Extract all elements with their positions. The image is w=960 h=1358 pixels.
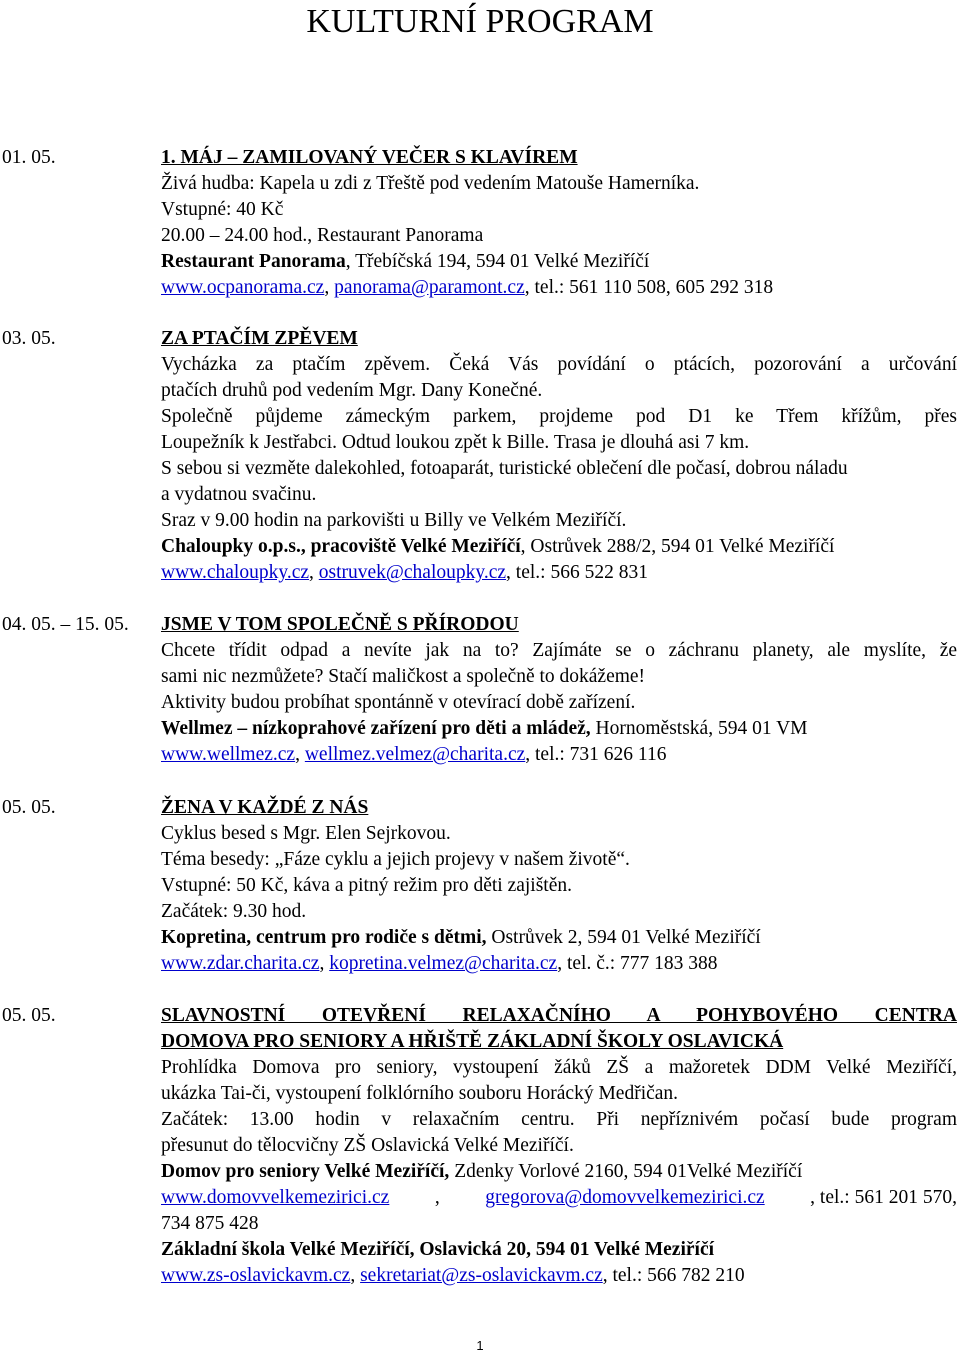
- event-description-line: Chcete třídit odpad a nevíte jak na to? Zajímáte se o záchranu planety, ale myslíte, že: [161, 640, 957, 661]
- event-date: 01. 05.: [2, 147, 56, 168]
- email-link[interactable]: panorama@paramont.cz: [334, 277, 525, 298]
- event-description-line: ukázka Tai-či, vystoupení folklórního souboru Horácký Medřičan.: [161, 1083, 679, 1104]
- organizer-address: Hornoměstská, 594 01 VM: [590, 718, 808, 739]
- organizer-line: [161, 534, 957, 560]
- event-content: [161, 795, 957, 977]
- event-description-line: S sebou si vezměte dalekohled, fotoaparát, turistické oblečení dle počasí, dobrou náladu: [161, 458, 848, 479]
- organizer-address: , Třebíčská 194, 594 01 Velké Meziříčí: [345, 251, 650, 272]
- event-description-line: Začátek: 13.00 hodin v relaxačním centru. Při nepříznivém počasí bude program: [161, 1109, 957, 1130]
- phone-text: , tel.: 561 110 508, 605 292 318: [524, 277, 774, 298]
- event-description-line: Společně půjdeme zámeckým parkem, projdeme pod D1 ke Třem křížům, přes: [161, 406, 957, 427]
- email-link[interactable]: gregorova@domovvelkemezirici.cz: [485, 1187, 765, 1208]
- event-description-line: Živá hudba: Kapela u zdi z Třeště pod vedením Matouše Hamerníka.: [161, 173, 700, 194]
- event-date: 05. 05.: [2, 797, 56, 818]
- organizer-name: Kopretina, centrum pro rodiče s dětmi,: [161, 927, 487, 948]
- event-content: [161, 145, 957, 301]
- event-title: 1. MÁJ – ZAMILOVANÝ VEČER S KLAVÍREM: [161, 147, 578, 168]
- phone-text: 734 875 428: [161, 1213, 259, 1234]
- event-date: 04. 05. – 15. 05.: [2, 614, 129, 635]
- event-date: 05. 05.: [2, 1005, 56, 1026]
- event-description-line: sami nic nezmůžete? Stačí maličkost a společně to dokážeme!: [161, 666, 646, 687]
- organizer-line: [161, 925, 957, 951]
- event-description-line: Začátek: 9.30 hod.: [161, 901, 307, 922]
- event-description-line: Vycházka za ptačím zpěvem. Čeká Vás povídání o ptácích, pozorování a určování: [161, 354, 957, 375]
- event-title: SLAVNOSTNÍ OTEVŘENÍ RELAXAČNÍHO A POHYBOVÉHO CENTRA: [161, 1005, 957, 1026]
- organizer-name: Restaurant Panorama: [161, 251, 346, 272]
- organizer-line: [161, 249, 957, 275]
- event-description-line: Prohlídka Domova pro seniory, vystoupení žáků ZŠ a mažoretek DDM Velké Meziříčí,: [161, 1057, 957, 1078]
- event-content: [161, 1003, 957, 1289]
- event-title: ZA PTAČÍM ZPĚVEM: [161, 328, 358, 349]
- phone-text: , tel.: 561 201 570,: [810, 1187, 957, 1208]
- email-link[interactable]: ostruvek@chaloupky.cz: [318, 562, 507, 583]
- event-description-line: 20.00 – 24.00 hod., Restaurant Panorama: [161, 225, 484, 246]
- contact-line: www.ocpanorama.cz, panorama@paramont.cz, tel.: 561 110 508, 605 292 318: [161, 277, 774, 298]
- event-description-line: Vstupné: 40 Kč: [161, 199, 284, 220]
- organizer-line: [161, 1159, 957, 1185]
- event-content: [161, 326, 957, 586]
- event-description-line: Sraz v 9.00 hodin na parkovišti u Billy ve Velkém Meziříčí.: [161, 510, 627, 531]
- event-description-line: ptačích druhů pod vedením Mgr. Dany Konečné.: [161, 380, 543, 401]
- contact-line: www.domovvelkemezirici.cz , gregorova@domovvelkemezirici.cz , tel.: 561 201 570,: [161, 1185, 957, 1211]
- email-link[interactable]: kopretina.velmez@charita.cz: [329, 953, 558, 974]
- event-title: ŽENA V KAŽDÉ Z NÁS: [161, 797, 369, 818]
- phone-text: , tel. č.: 777 183 388: [557, 953, 718, 974]
- contact-line: www.zs-oslavickavm.cz, sekretariat@zs-oslavickavm.cz, tel.: 566 782 210: [161, 1265, 745, 1286]
- phone-text: , tel.: 731 626 116: [525, 744, 667, 765]
- event-content: [161, 612, 957, 768]
- phone-text: , tel.: 566 782 210: [602, 1265, 745, 1286]
- event-title: JSME V TOM SPOLEČNĚ S PŘÍRODOU: [161, 614, 519, 635]
- event-description-line: Loupežník k Jestřabci. Odtud loukou zpět k Bille. Trasa je dlouhá asi 7 km.: [161, 432, 750, 453]
- event-description-line: Aktivity budou probíhat spontánně v otevírací době zařízení.: [161, 692, 636, 713]
- event-description-line: Téma besedy: „Fáze cyklu a jejich projevy v našem životě“.: [161, 849, 630, 870]
- event-description-line: přesunut do tělocvičny ZŠ Oslavická Velké Meziříčí.: [161, 1135, 574, 1156]
- organizer-name: Domov pro seniory Velké Meziříčí,: [161, 1161, 450, 1182]
- email-link[interactable]: wellmez.velmez@charita.cz: [304, 744, 526, 765]
- page-number: 1: [476, 1338, 484, 1353]
- website-link[interactable]: www.zdar.charita.cz: [161, 953, 320, 974]
- organizer-address: Zdenky Vorlové 2160, 594 01Velké Meziříčí: [449, 1161, 803, 1182]
- website-link[interactable]: www.zs-oslavickavm.cz: [161, 1265, 351, 1286]
- event-description-line: Vstupné: 50 Kč, káva a pitný režim pro děti zajištěn.: [161, 875, 573, 896]
- contact-line: www.chaloupky.cz, ostruvek@chaloupky.cz, tel.: 566 522 831: [161, 562, 648, 583]
- website-link[interactable]: www.chaloupky.cz: [161, 562, 310, 583]
- organizer-name: Chaloupky o.p.s., pracoviště Velké Meziříčí: [161, 536, 521, 557]
- event-description-line: a vydatnou svačinu.: [161, 484, 317, 505]
- event-title: DOMOVA PRO SENIORY A HŘIŠTĚ ZÁKLADNÍ ŠKOLY OSLAVICKÁ: [161, 1031, 784, 1052]
- website-link[interactable]: www.domovvelkemezirici.cz: [161, 1187, 390, 1208]
- organizer-line: [161, 716, 957, 742]
- page-title: KULTURNÍ PROGRAM: [306, 3, 654, 40]
- contact-line: www.zdar.charita.cz, kopretina.velmez@charita.cz, tel. č.: 777 183 388: [161, 953, 718, 974]
- event-description-line: Cyklus besed s Mgr. Elen Sejrkovou.: [161, 823, 451, 844]
- organizer-address: Ostrůvek 2, 594 01 Velké Meziříčí: [486, 927, 761, 948]
- organizer-name: Základní škola Velké Meziříčí, Oslavická 20, 594 01 Velké Meziříčí: [161, 1239, 715, 1260]
- organizer-address: , Ostrůvek 288/2, 594 01 Velké Meziříčí: [520, 536, 835, 557]
- website-link[interactable]: www.wellmez.cz: [161, 744, 296, 765]
- phone-text: , tel.: 566 522 831: [506, 562, 648, 583]
- event-date: 03. 05.: [2, 328, 56, 349]
- organizer-name: Wellmez – nízkoprahové zařízení pro děti a mládež,: [161, 718, 591, 739]
- contact-line: www.wellmez.cz, wellmez.velmez@charita.cz, tel.: 731 626 116: [161, 744, 667, 765]
- website-link[interactable]: www.ocpanorama.cz: [161, 277, 325, 298]
- email-link[interactable]: sekretariat@zs-oslavickavm.cz: [360, 1265, 603, 1286]
